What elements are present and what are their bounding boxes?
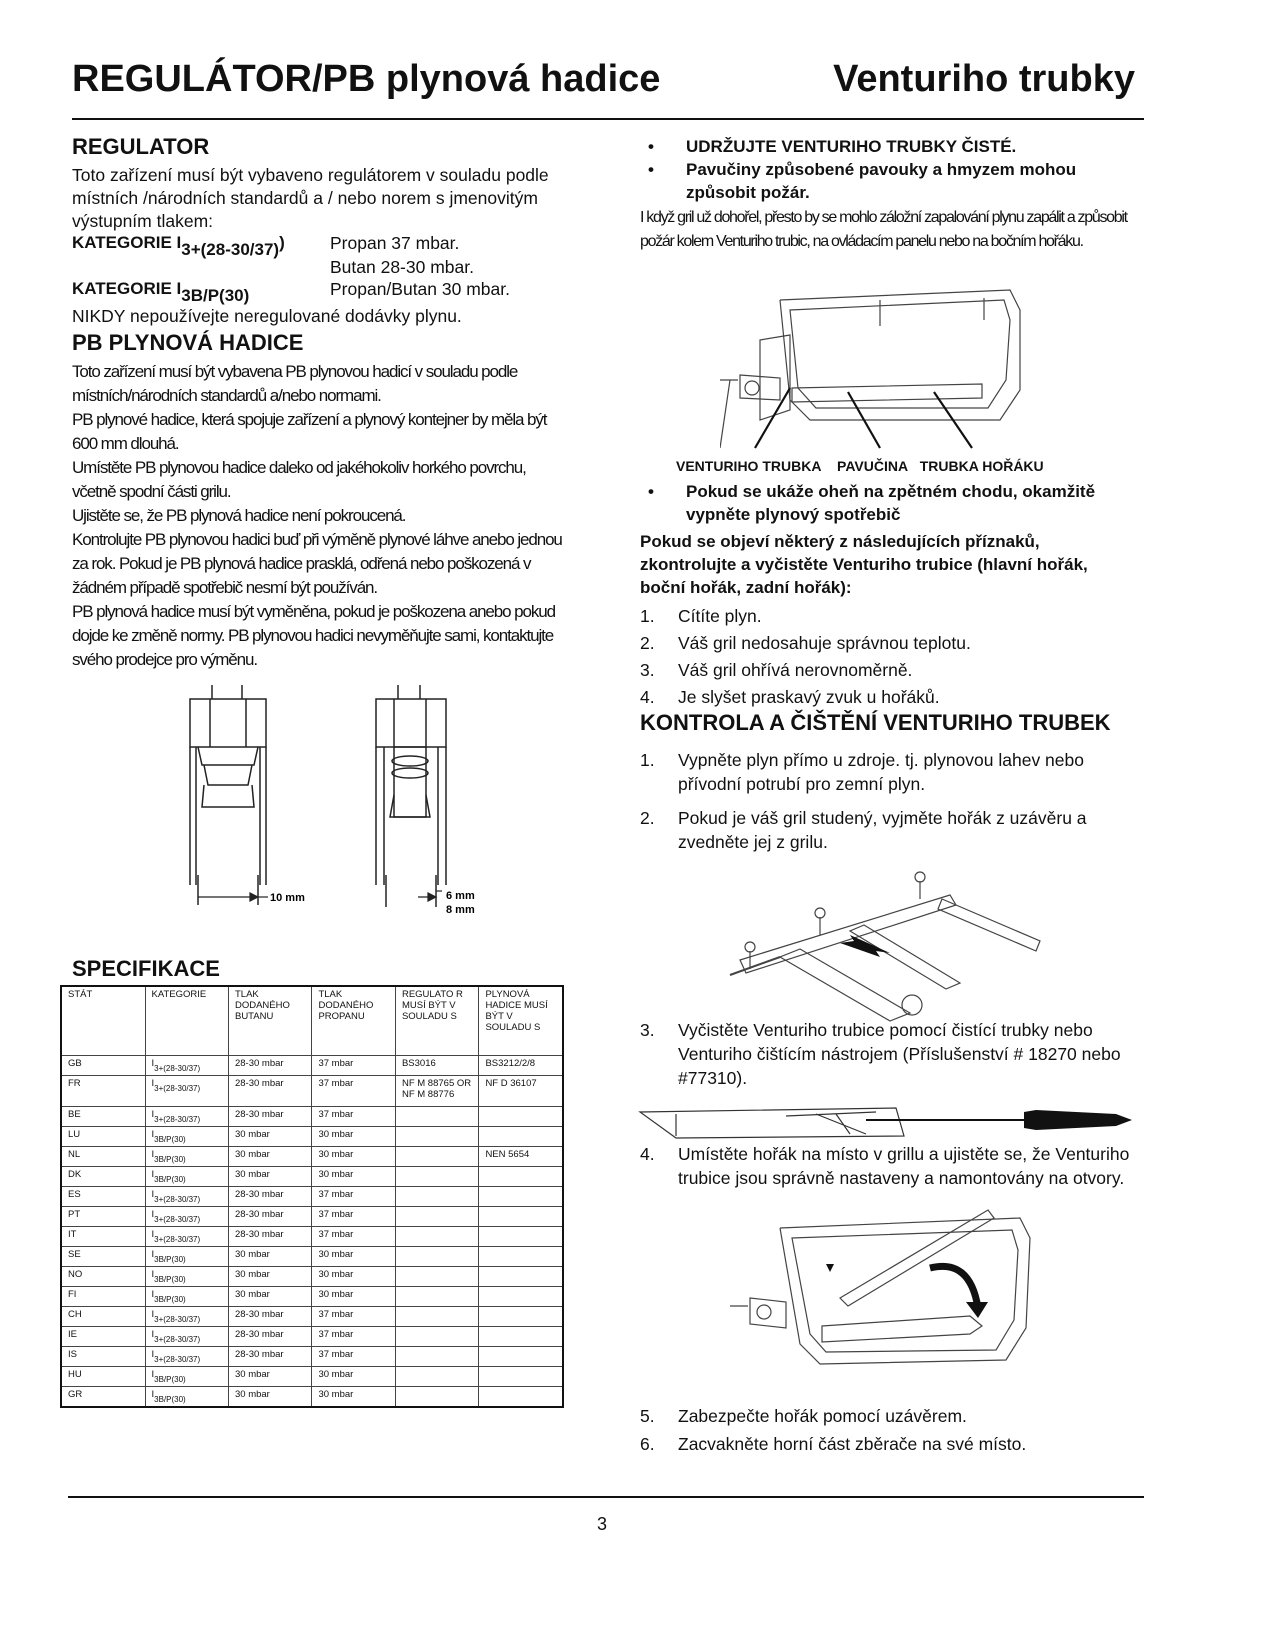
- page-title-right: Venturiho trubky: [833, 58, 1135, 100]
- spec-table-body: [61, 1056, 563, 1408]
- right-nut: [376, 699, 446, 747]
- cell-butane-pressure: 30 mbar: [228, 1287, 311, 1307]
- cell-country: GB: [61, 1056, 145, 1076]
- symptoms-list: [640, 604, 1120, 709]
- down-arrow-icon: [826, 1264, 834, 1272]
- table-header-row: [61, 986, 563, 1056]
- symptoms-intro: Pokud se objeví některý z následujících příznaků, zkontrolujte a vyčistěte Venturiho trubice (hlavní hořák, boční hořák, zadní hořák):: [640, 532, 1088, 597]
- cell-regulator-standard: [395, 1107, 478, 1127]
- bullet-keep-clean: • UDRŽUJTE VENTURIHO TRUBKY ČISTÉ.: [640, 135, 1140, 158]
- cell-hose-standard: [479, 1327, 563, 1347]
- table-row: [61, 1127, 563, 1147]
- cell-hose-standard: [479, 1307, 563, 1327]
- bullet-dot: •: [648, 160, 654, 179]
- bullet-dot: •: [648, 482, 654, 501]
- regulator-section: [72, 134, 572, 328]
- cell-hose-standard: [479, 1367, 563, 1387]
- cell-butane-pressure: 28-30 mbar: [228, 1107, 311, 1127]
- cell-regulator-standard: [395, 1167, 478, 1187]
- list-item: 6. Zacvakněte horní část zběrače na své místo.: [640, 1434, 1027, 1454]
- clean-steps-1-2: [640, 748, 1130, 854]
- cell-butane-pressure: 30 mbar: [228, 1267, 311, 1287]
- cell-category: $I_{3+(28-30/37)}$: [145, 1107, 228, 1127]
- cell-hose-standard: [479, 1387, 563, 1408]
- cell-hose-standard: BS3212/2/8: [479, 1056, 563, 1076]
- dim-left: 10 mm: [270, 892, 305, 904]
- cell-butane-pressure: 28-30 mbar: [228, 1056, 311, 1076]
- hose-p2: PB plynové hadice, která spojuje zařízení a plynový kontejner by měla být 600 mm dlouhá.: [72, 410, 547, 453]
- cat1-butane: Butan 28-30 mbar.: [330, 257, 474, 277]
- table-row: [61, 1167, 563, 1187]
- dim-right-2: 8 mm: [446, 904, 475, 916]
- table-row: [61, 1207, 563, 1227]
- burner-tube: [792, 384, 982, 402]
- table-row: [61, 1227, 563, 1247]
- cell-country: IS: [61, 1347, 145, 1367]
- cell-butane-pressure: 30 mbar: [228, 1387, 311, 1408]
- table-row: [61, 1347, 563, 1367]
- cell-regulator-standard: [395, 1387, 478, 1408]
- cell-regulator-standard: [395, 1187, 478, 1207]
- bullet-dot: •: [648, 137, 654, 156]
- hose-p4: Ujistěte se, že PB plynová hadice není pokroucená.: [72, 506, 406, 525]
- list-item: 1. Vypněte plyn přímo u zdroje. tj. plynovou lahev nebo přívodní potrubí pro zemní plyn.: [640, 750, 1084, 794]
- cell-propane-pressure: 30 mbar: [312, 1287, 395, 1307]
- cell-propane-pressure: 37 mbar: [312, 1076, 395, 1107]
- venturi-top-section: [640, 135, 1140, 254]
- cell-butane-pressure: 30 mbar: [228, 1367, 311, 1387]
- cell-category: $I_{3B/P(30)}$: [145, 1287, 228, 1307]
- cell-butane-pressure: 28-30 mbar: [228, 1307, 311, 1327]
- cell-category: $I_{3B/P(30)}$: [145, 1387, 228, 1408]
- cell-category: $I_{3+(28-30/37)}$: [145, 1347, 228, 1367]
- cell-propane-pressure: 37 mbar: [312, 1207, 395, 1227]
- table-row: [61, 1267, 563, 1287]
- table-row: [61, 1387, 563, 1408]
- cell-category: $I_{3+(28-30/37)}$: [145, 1056, 228, 1076]
- burner-removal-diagram: [720, 865, 1060, 1035]
- list-item: 4. Umístěte hořák na místo v grillu a ujistěte se, že Venturiho trubice jsou správně nastaveny a namontovány na otvory.: [640, 1144, 1130, 1188]
- list-item: 4. Je slyšet praskavý zvuk u hořáků.: [640, 687, 940, 707]
- venturi-spider-diagram: [720, 280, 1040, 450]
- col-header: REGULATO R MUSÍ BÝT V SOULADU S: [395, 986, 478, 1056]
- cell-butane-pressure: 28-30 mbar: [228, 1347, 311, 1367]
- clean-heading: KONTROLA A ČIŠTĚNÍ VENTURIHO TRUBEK: [640, 710, 1111, 735]
- flashback-section: [640, 480, 1120, 709]
- table-row: [61, 1187, 563, 1207]
- table-row: [61, 1367, 563, 1387]
- cell-category: $I_{3B/P(30)}$: [145, 1127, 228, 1147]
- cell-regulator-standard: [395, 1327, 478, 1347]
- label-burner: TRUBKA HOŘÁKU: [919, 458, 1044, 474]
- cell-category: $I_{3B/P(30)}$: [145, 1167, 228, 1187]
- cell-regulator-standard: [395, 1247, 478, 1267]
- cell-category: $I_{3B/P(30)}$: [145, 1367, 228, 1387]
- cell-regulator-standard: [395, 1267, 478, 1287]
- list-item: 3. Váš gril ohřívá nerovnoměrně.: [640, 660, 913, 680]
- cell-hose-standard: [479, 1347, 563, 1367]
- list-item: 1. Cítíte plyn.: [640, 606, 762, 626]
- cell-propane-pressure: 30 mbar: [312, 1387, 395, 1408]
- cell-country: PT: [61, 1207, 145, 1227]
- category-2: [72, 281, 572, 305]
- cell-hose-standard: [479, 1227, 563, 1247]
- bullet-spiders: • Pavučiny způsobené pavouky a hmyzem mohou způsobit požár.: [640, 158, 1140, 204]
- cell-country: NO: [61, 1267, 145, 1287]
- cell-propane-pressure: 30 mbar: [312, 1367, 395, 1387]
- cell-butane-pressure: 28-30 mbar: [228, 1207, 311, 1227]
- cell-butane-pressure: 28-30 mbar: [228, 1227, 311, 1247]
- cell-country: BE: [61, 1107, 145, 1127]
- col-header: PLYNOVÁ HADICE MUSÍ BÝT V SOULADU S: [479, 986, 563, 1056]
- screwdriver-handle: [1024, 1110, 1132, 1130]
- cell-country: HU: [61, 1367, 145, 1387]
- regulator-intro: Toto zařízení musí být vybaveno regulátorem v souladu podle místních /národních standardů a / nebo norem s jmenovitým výstupním tlakem:: [72, 165, 549, 231]
- cell-butane-pressure: 30 mbar: [228, 1147, 311, 1167]
- cell-propane-pressure: 30 mbar: [312, 1247, 395, 1267]
- cell-propane-pressure: 37 mbar: [312, 1327, 395, 1347]
- cell-regulator-standard: [395, 1127, 478, 1147]
- hose-p5: Kontrolujte PB plynovou hadici buď při výměně plynové láhve anebo jednou za rok. Pokud je PB plynová hadice prasklá, odřená nebo poškozená v žádném případě spotřebič nesmí být používán.: [72, 530, 562, 597]
- cat1-label: KATEGORIE I3+(28-30/37)): [72, 233, 285, 259]
- hose-p6: PB plynová hadice musí být vyměněna, pokud je poškozena anebo pokud dojde ke změně normy. PB plynovou hadici nevyměňujte sami, kontaktujte svého prodejce pro výměnu.: [72, 602, 555, 669]
- cell-category: $I_{3+(28-30/37)}$: [145, 1307, 228, 1327]
- cell-regulator-standard: [395, 1227, 478, 1247]
- hose-section: [72, 330, 562, 672]
- cell-category: $I_{3B/P(30)}$: [145, 1267, 228, 1287]
- cell-hose-standard: NF D 36107: [479, 1076, 563, 1107]
- cell-propane-pressure: 37 mbar: [312, 1107, 395, 1127]
- cell-regulator-standard: BS3016: [395, 1056, 478, 1076]
- table-row: [61, 1287, 563, 1307]
- list-item: 3. Vyčistěte Venturiho trubice pomocí čistící trubky nebo Venturiho čištícím nástrojem (Příslušenství # 18270 nebo #77310).: [640, 1020, 1121, 1088]
- cell-butane-pressure: 28-30 mbar: [228, 1187, 311, 1207]
- table-row: [61, 1076, 563, 1107]
- col-header: STÁT: [61, 986, 145, 1056]
- spec-table: [60, 985, 564, 1408]
- col-header: KATEGORIE: [145, 986, 228, 1056]
- table-row: [61, 1147, 563, 1167]
- clean-step-3: [640, 1018, 1130, 1090]
- list-item: 2. Pokud je váš gril studený, vyjměte hořák z uzávěru a zvedněte jej z grilu.: [640, 808, 1087, 852]
- table-row: [61, 1056, 563, 1076]
- cell-hose-standard: [479, 1287, 563, 1307]
- table-row: [61, 1107, 563, 1127]
- label-spider: PAVUČINA: [837, 458, 909, 474]
- cell-propane-pressure: 37 mbar: [312, 1056, 395, 1076]
- clean-steps-5-6: [640, 1404, 1130, 1456]
- clean-step-4: [640, 1142, 1130, 1190]
- header-rule: [72, 118, 1144, 120]
- cell-butane-pressure: 30 mbar: [228, 1247, 311, 1267]
- warning-text: I když gril už dohořel, přesto by se mohlo záložní zapalování plynu zapálit a způsobit požár kolem Venturiho trubic, na ovládacím panelu nebo na bočním hořáku.: [640, 209, 1127, 250]
- cell-country: DK: [61, 1167, 145, 1187]
- cell-category: $I_{3B/P(30)}$: [145, 1147, 228, 1167]
- cell-propane-pressure: 30 mbar: [312, 1267, 395, 1287]
- cell-category: $I_{3+(28-30/37)}$: [145, 1327, 228, 1347]
- cell-country: GR: [61, 1387, 145, 1408]
- cell-regulator-standard: [395, 1287, 478, 1307]
- arrow-icon: [840, 935, 890, 957]
- col-header: TLAK DODANÉHO PROPANU: [312, 986, 395, 1056]
- cat2-propane-butane: Propan/Butan 30 mbar.: [330, 279, 510, 299]
- table-row: [61, 1247, 563, 1267]
- cell-category: $I_{3+(28-30/37)}$: [145, 1227, 228, 1247]
- left-nut: [190, 699, 266, 747]
- cell-propane-pressure: 37 mbar: [312, 1227, 395, 1247]
- cat1-propane: Propan 37 mbar.: [330, 233, 460, 253]
- dim-right-1: 6 mm: [446, 890, 475, 902]
- cell-country: LU: [61, 1127, 145, 1147]
- cell-country: SE: [61, 1247, 145, 1267]
- table-row: [61, 1307, 563, 1327]
- cell-hose-standard: [479, 1267, 563, 1287]
- list-item: 2. Váš gril nedosahuje správnou teplotu.: [640, 633, 971, 653]
- cell-category: $I_{3B/P(30)}$: [145, 1247, 228, 1267]
- cell-propane-pressure: 30 mbar: [312, 1127, 395, 1147]
- cell-hose-standard: [479, 1247, 563, 1267]
- cell-butane-pressure: 28-30 mbar: [228, 1076, 311, 1107]
- hose-heading: PB PLYNOVÁ HADICE: [72, 330, 304, 355]
- cell-hose-standard: [479, 1127, 563, 1147]
- cleaning-tool-diagram: [636, 1100, 1136, 1146]
- cell-hose-standard: [479, 1207, 563, 1227]
- regulator-heading: REGULATOR: [72, 134, 210, 159]
- cell-regulator-standard: [395, 1207, 478, 1227]
- bullet-flashback: • Pokud se ukáže oheň na zpětném chodu, okamžitě vypněte plynový spotřebič: [640, 480, 1120, 526]
- cell-propane-pressure: 30 mbar: [312, 1147, 395, 1167]
- hose-fitting-diagram: [180, 685, 500, 925]
- cell-country: NL: [61, 1147, 145, 1167]
- cell-hose-standard: [479, 1107, 563, 1127]
- cell-regulator-standard: [395, 1367, 478, 1387]
- cell-butane-pressure: 28-30 mbar: [228, 1327, 311, 1347]
- category-1: [72, 233, 572, 281]
- cell-country: IT: [61, 1227, 145, 1247]
- cell-propane-pressure: 37 mbar: [312, 1187, 395, 1207]
- cell-country: CH: [61, 1307, 145, 1327]
- page-title-left: REGULÁTOR/PB plynová hadice: [72, 58, 661, 100]
- cell-country: FR: [61, 1076, 145, 1107]
- col-header: TLAK DODANÉHO BUTANU: [228, 986, 311, 1056]
- spec-heading: SPECIFIKACE: [72, 956, 220, 981]
- hose-p1: Toto zařízení musí být vybavena PB plynovou hadicí v souladu podle místních/národních standardů a/nebo normami.: [72, 362, 518, 405]
- cell-propane-pressure: 37 mbar: [312, 1307, 395, 1327]
- cell-regulator-standard: [395, 1347, 478, 1367]
- burner-install-diagram: [730, 1198, 1050, 1376]
- cell-category: $I_{3+(28-30/37)}$: [145, 1076, 228, 1107]
- cell-butane-pressure: 30 mbar: [228, 1167, 311, 1187]
- cell-country: IE: [61, 1327, 145, 1347]
- cell-country: FI: [61, 1287, 145, 1307]
- cell-country: ES: [61, 1187, 145, 1207]
- cell-category: $I_{3+(28-30/37)}$: [145, 1187, 228, 1207]
- diagram-labels: [676, 458, 1044, 474]
- cell-propane-pressure: 30 mbar: [312, 1167, 395, 1187]
- page-number: 3: [597, 1514, 608, 1534]
- cell-propane-pressure: 37 mbar: [312, 1347, 395, 1367]
- footer-rule: [68, 1496, 1144, 1498]
- cell-hose-standard: NEN 5654: [479, 1147, 563, 1167]
- cell-hose-standard: [479, 1167, 563, 1187]
- cell-regulator-standard: NF M 88765 OR NF M 88776: [395, 1076, 478, 1107]
- cell-hose-standard: [479, 1187, 563, 1207]
- cat2-label: KATEGORIE I3B/P(30): [72, 279, 250, 305]
- cell-regulator-standard: [395, 1307, 478, 1327]
- cell-butane-pressure: 30 mbar: [228, 1127, 311, 1147]
- cell-category: $I_{3+(28-30/37)}$: [145, 1207, 228, 1227]
- label-venturi: VENTURIHO TRUBKA: [676, 458, 822, 474]
- hose-p3: Umístěte PB plynovou hadice daleko od jakéhokoliv horkého povrchu, včetně spodní části grilu.: [72, 458, 526, 501]
- cell-regulator-standard: [395, 1147, 478, 1167]
- never-unregulated: NIKDY nepoužívejte neregulované dodávky plynu.: [72, 306, 462, 326]
- list-item: 5. Zabezpečte hořák pomocí uzávěrem.: [640, 1406, 967, 1426]
- table-row: [61, 1327, 563, 1347]
